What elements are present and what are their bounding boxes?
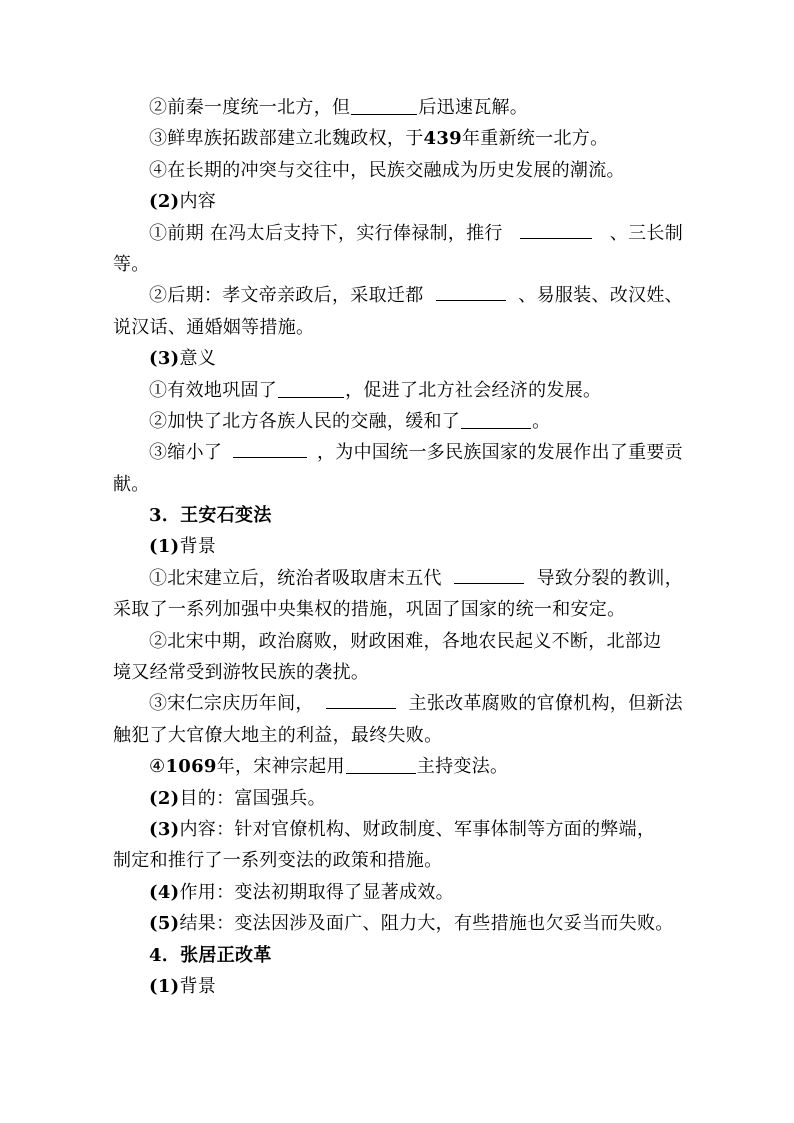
text: ①前期 在冯太后支持下，实行俸禄制，推行 (149, 222, 503, 244)
text-line (113, 845, 683, 876)
text-line (113, 908, 683, 939)
text: 等。 (113, 253, 150, 275)
text: 、易服装、改汉姓、 (518, 285, 683, 307)
text-line (113, 657, 683, 688)
text-line (113, 877, 683, 908)
text-line (113, 751, 683, 782)
text: ②前秦一度统一北方，但 (149, 97, 351, 118)
text-line (113, 218, 683, 249)
text: 献。 (113, 473, 150, 495)
text: 、三长制 (609, 222, 683, 244)
section-heading (113, 940, 683, 971)
item-number: (4) (149, 881, 180, 903)
text: ②北宋中期，政治腐败，财政困难，各地农民起义不断，北部边 (149, 630, 662, 652)
text: ②加快了北方各族人民的交融，缓和了 (149, 410, 461, 432)
text: ，为中国统一多民族国家的发展作出了重要贡 (316, 442, 683, 464)
text: 说汉话、通婚姻等措施。 (113, 316, 315, 338)
text-line (113, 783, 683, 814)
text: 导致分裂的教训， (536, 567, 683, 589)
heading-text: 3．王安石变法 (149, 505, 272, 527)
item-number: (1) (149, 536, 180, 558)
text: ④ (149, 756, 166, 778)
fill-in-blank[interactable] (278, 377, 344, 398)
fill-in-blank[interactable] (346, 753, 416, 774)
document-page (113, 92, 683, 1002)
text: 内容：针对官僚机构、财政制度、军事体制等方面的弊端， (179, 818, 656, 840)
text-line (113, 814, 683, 845)
text: 背景 (179, 975, 217, 997)
text-line (113, 123, 683, 154)
text-line (113, 688, 683, 719)
text-line (113, 375, 683, 406)
text-line (113, 406, 683, 437)
subheading (113, 343, 683, 374)
text-line (113, 312, 683, 343)
text: 内容 (179, 191, 217, 213)
item-number: (2) (149, 787, 180, 809)
text: 结果：变法因涉及面广、阻力大，有些措施也欠妥当而失败。 (179, 913, 674, 935)
section-heading (113, 500, 683, 531)
fill-in-blank[interactable] (520, 218, 592, 239)
subheading (113, 971, 683, 1002)
year-number: 1069 (165, 756, 217, 778)
text: ，促进了北方社会经济的发展。 (345, 379, 602, 401)
item-number: (2) (149, 191, 180, 213)
text: 年重新统一北方。 (461, 128, 609, 150)
text-line (113, 280, 683, 311)
text: 后迅速瓦解。 (418, 97, 529, 118)
subheading (113, 531, 683, 562)
text-line (113, 92, 683, 123)
text: ④在长期的冲突与交往中，民族交融成为历史发展的潮流。 (149, 159, 625, 181)
text-line (113, 720, 683, 751)
subheading (113, 186, 683, 217)
fill-in-blank[interactable] (461, 408, 531, 429)
fill-in-blank[interactable] (436, 280, 506, 301)
text-line (113, 626, 683, 657)
text-line (113, 249, 683, 280)
text-line (113, 437, 683, 468)
text: 作用：变法初期取得了显著成效。 (179, 881, 454, 903)
text: ③缩小了 (149, 442, 223, 464)
text: 目的：富国强兵。 (179, 787, 326, 809)
text: 境又经常受到游牧民族的袭扰。 (113, 662, 370, 684)
text-line (113, 469, 683, 500)
text: ③鲜卑族拓跋部建立北魏政权，于 (149, 128, 424, 150)
text: 年，宋神宗起用 (216, 756, 345, 778)
heading-text: 4．张居正改革 (149, 944, 272, 966)
item-number: (3) (149, 818, 180, 840)
text-line (113, 155, 683, 186)
text: 制定和推行了一系列变法的政策和措施。 (113, 850, 443, 872)
text: 主张改革腐败的官僚机构，但新法 (408, 693, 683, 715)
fill-in-blank[interactable] (326, 688, 396, 709)
fill-in-blank[interactable] (454, 563, 524, 584)
text: ①有效地巩固了 (149, 379, 278, 401)
fill-in-blank[interactable] (351, 94, 417, 115)
item-number: (1) (149, 975, 180, 997)
text: 。 (532, 410, 551, 432)
text: ②后期：孝文帝亲政后，采取迁都 (149, 285, 424, 307)
text-line (113, 594, 683, 625)
year-number: 439 (423, 128, 462, 150)
text: 背景 (179, 536, 217, 558)
item-number: (3) (149, 348, 180, 370)
text: ①北宋建立后，统治者吸取唐末五代 (149, 567, 442, 589)
text: 意义 (179, 348, 217, 370)
fill-in-blank[interactable] (233, 437, 307, 458)
text: 主持变法。 (416, 756, 509, 778)
text: ③宋仁宗庆历年间， (149, 693, 314, 715)
item-number: (5) (149, 913, 180, 935)
text-line (113, 563, 683, 594)
text: 触犯了大官僚大地主的利益，最终失败。 (113, 724, 443, 746)
text: 采取了一系列加强中央集权的措施，巩固了国家的统一和安定。 (113, 599, 626, 621)
